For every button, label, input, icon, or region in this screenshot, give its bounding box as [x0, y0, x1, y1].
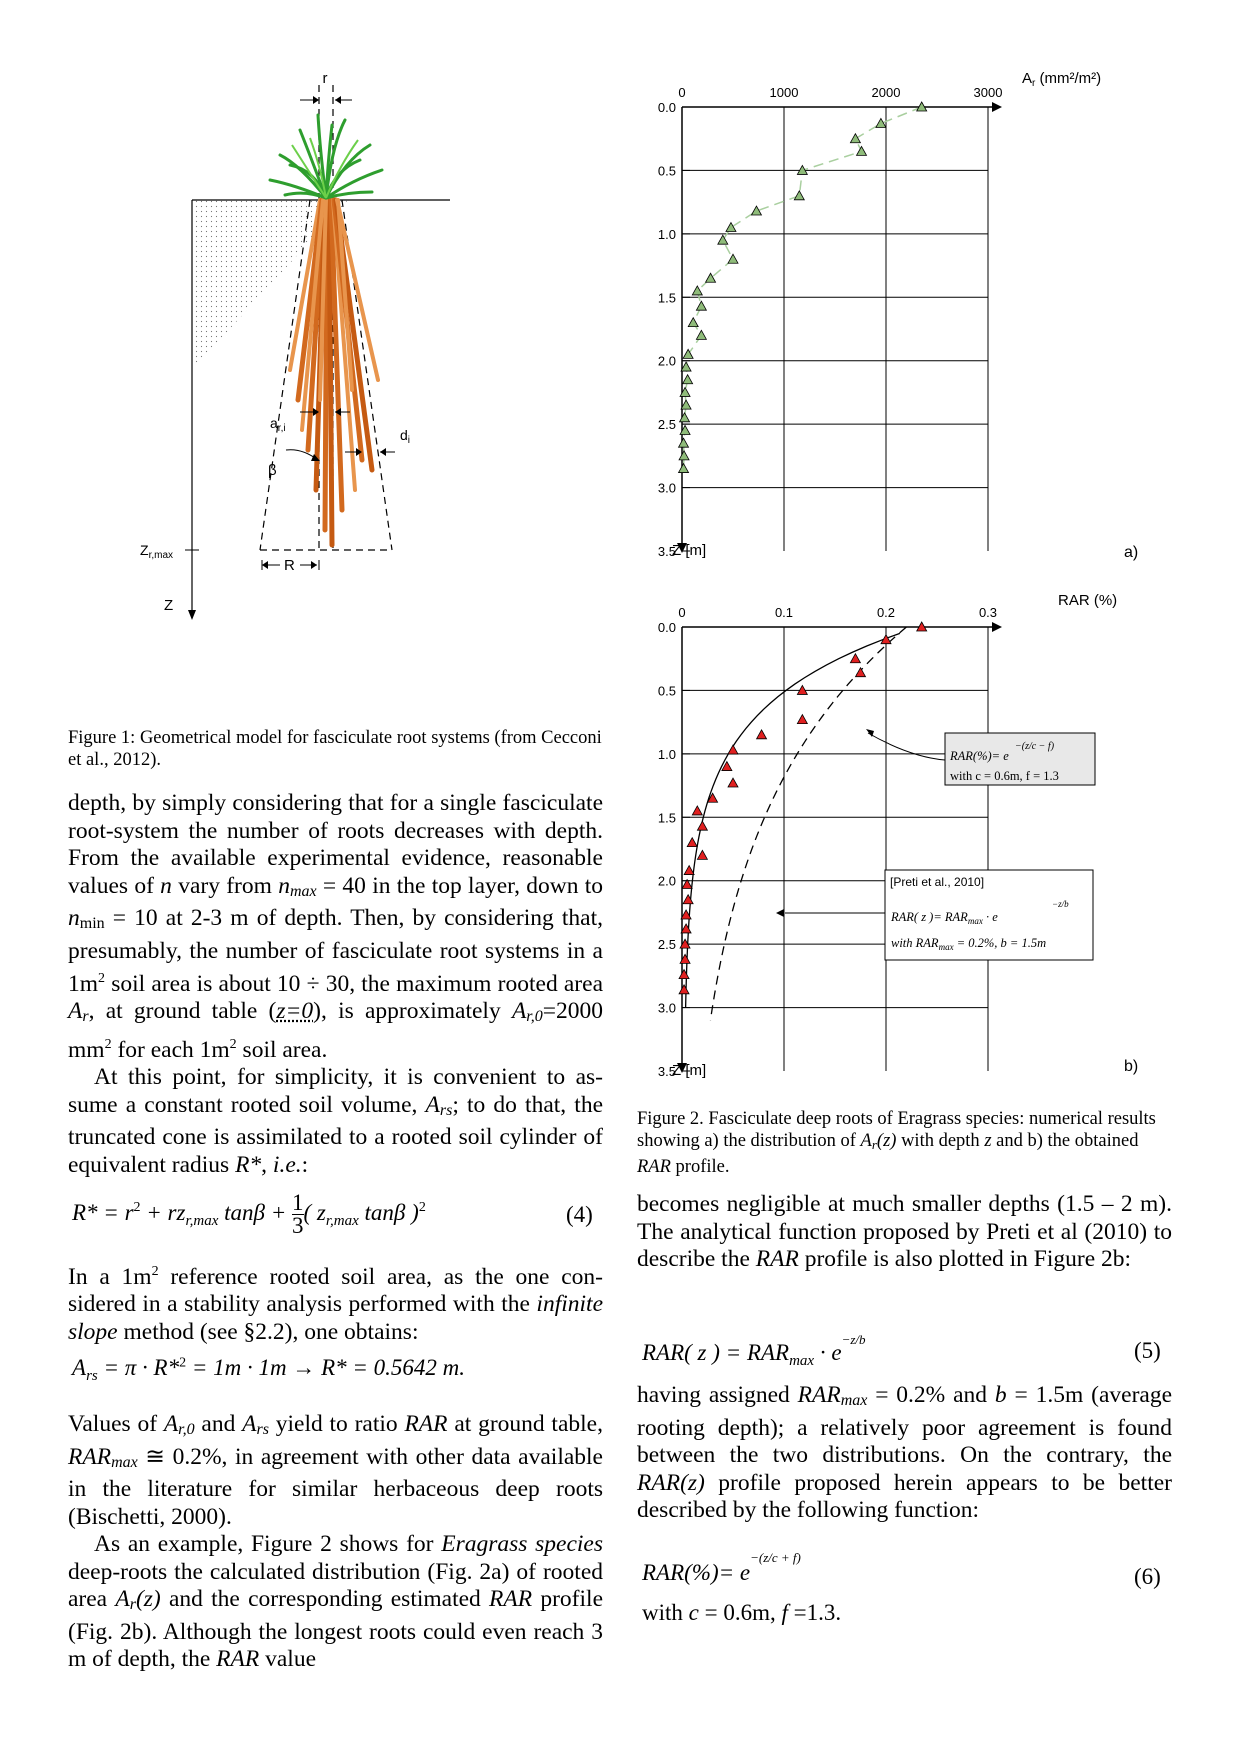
figure-2b-chart — [657, 585, 1200, 1085]
y-tick-label: 3.5 — [657, 544, 676, 559]
data-point — [683, 375, 693, 384]
data-point — [679, 451, 689, 460]
fig1-label-z: Z — [164, 597, 174, 614]
data-point — [684, 866, 694, 875]
data-point — [683, 349, 693, 358]
pointer-arrow — [868, 733, 945, 760]
y-tick-label: 3.0 — [657, 1000, 676, 1016]
x-tick-label: 0.3 — [978, 605, 998, 620]
data-point — [856, 668, 866, 677]
equation-6-number: (6) — [1134, 1564, 1161, 1589]
figure-1-caption: Figure 1: Geometrical model for fasciculate root systems (from Cecconi et al., 2012). — [68, 728, 602, 770]
chart-b-panel-label: b) — [1124, 1058, 1139, 1075]
svg-text:−z/b: −z/b — [1052, 899, 1069, 909]
chart-a-panel-label: a) — [1124, 544, 1139, 561]
data-point — [697, 821, 707, 830]
equation-ars: $A_{rs} = \pi \cdot R*^2 = 1m \cdot 1m \to R* = 0.5642$ m. — [72, 1355, 466, 1384]
y-tick-label: 0.5 — [657, 163, 676, 179]
paragraph-2: At this point, for simplicity, it is convenient to assume a constant rooted soil volume, Ars; to do that, the truncated cone is assimilated to a rooted soil cylinder of equivalent radius R*, i.e.: — [68, 1064, 603, 1178]
data-point — [679, 464, 689, 473]
figure-2a-chart — [657, 65, 1200, 565]
x-tick-label: 2000 — [871, 85, 901, 100]
equation-5-number: (5) — [1134, 1338, 1161, 1363]
y-tick-label: 0.0 — [657, 100, 676, 115]
preti-curve — [710, 627, 906, 1020]
y-tick-label: 1.5 — [657, 290, 676, 306]
data-point — [857, 146, 867, 155]
data-point — [757, 730, 767, 739]
data-point — [687, 838, 697, 847]
data-point — [680, 413, 690, 422]
left-column-lower — [68, 1411, 603, 1674]
y-tick-label: 0.0 — [657, 620, 676, 635]
model-curve — [686, 633, 900, 1007]
right-paragraph-1: becomes negligible at much smaller depths (1.5 – 2 m). The analytical function proposed by Preti et al (2010) to describe the RAR profile is also plotted in Figure 2b: — [637, 1191, 1172, 1272]
data-point — [876, 118, 886, 127]
svg-text:[Preti et al., 2010]: [Preti et al., 2010] — [890, 875, 985, 889]
data-point — [728, 254, 738, 263]
paragraph-4: Values of Ar,0 and Ars yield to ratio RAR at ground table, RARmax ≅ 0.2%, in agreement with other data available in the literature for similar herbaceous deep roots (Bischetti, 2000). — [68, 1411, 603, 1530]
x-tick-label: 0 — [678, 605, 686, 620]
data-point — [679, 438, 689, 447]
data-point — [850, 654, 860, 663]
equation-6-params: with c = 0.6m, f =1.3. — [642, 1600, 842, 1625]
data-point — [728, 745, 738, 754]
data-point — [850, 134, 860, 143]
chart-a-xlabel: $A_r$ (mm²/m²) — [1022, 70, 1102, 89]
data-point — [794, 191, 804, 200]
y-tick-label: 1.0 — [657, 746, 676, 762]
equation-4-number: (4) — [566, 1202, 593, 1227]
x-axis-arrow — [992, 622, 1002, 632]
right-paragraph-2: having assigned RARmax = 0.2% and b = 1.5m (average rooting depth); a relatively poor agreement is found between the two distributions. On the contrary, the RAR(z) profile proposed herein appears to be better described by the following function: — [637, 1382, 1173, 1523]
equation-4: $R* = r^2 + rz_{r,max}$ tanβ + $\frac{1}{3}$ ( $z_{r,max}$ tanβ )$^2$ — [72, 1190, 426, 1238]
fig1-label-r: r — [322, 70, 328, 87]
data-point — [688, 318, 698, 327]
paragraph-5: As an example, Figure 2 shows for Eragrass species deep-roots the calculated distribution (Fig. 2a) of rooted area Ar(z) and the corresponding estimated RAR profile (Fig. 2b). Although the longest roots could even reach 3 m of depth, the RAR value — [68, 1531, 604, 1672]
y-tick-label: 1.0 — [657, 226, 676, 242]
data-point — [692, 806, 702, 815]
pointer-arrowhead — [776, 909, 784, 917]
svg-text:RAR(%)= e: RAR(%)= e — [950, 749, 1009, 763]
y-tick-label: 2.0 — [657, 353, 676, 369]
svg-text:with c = 0.6m, f = 1.3: with c = 0.6m, f = 1.3 — [950, 769, 1059, 783]
data-point — [692, 286, 702, 295]
data-point — [679, 985, 689, 994]
data-point — [683, 895, 693, 904]
equation-6: $RAR(\%)= e^{-(z/c + f)}$ — [642, 1550, 801, 1585]
data-point — [797, 715, 807, 724]
chart-a-ylabel: Z [m] — [672, 542, 707, 559]
y-tick-label: 3.0 — [657, 480, 676, 496]
figure-1-root-model — [120, 70, 520, 690]
svg-text:−(z/c − f): −(z/c − f) — [1015, 741, 1055, 752]
y-tick-label: 2.0 — [657, 873, 676, 889]
chart-b-ylabel: Z [m] — [672, 1062, 707, 1079]
x-axis-arrow — [992, 102, 1002, 112]
left-column — [68, 790, 603, 1179]
paragraph-3: In a $1m^2$ reference rooted soil area, as the one considered in a stability analysis performed with the infinite slope method (see §2.2), one obtains: — [68, 1263, 603, 1345]
data-point — [718, 235, 728, 244]
paragraph-1: depth, by simply considering that for a single fasciculate root-system the number of roots decreases with depth. From the available experimental evidence, reasonable values of n vary from nmax = 40 in the top layer, down to nmin = 10 at 2-3 m of depth. Then, by considering that, presumably, the number of fasciculate root systems in a $1m^2$ soil area is about 10 ÷ 30, the maximum rooted area Ar, at ground table (z=0), is approximately Ar,0=2000 $mm^2$ for each $1m^2$ soil area. — [68, 790, 604, 1063]
svg-text:RAR( z )= RARmax · e: RAR( z )= $RAR_{max} \cdot e$ — [891, 910, 998, 926]
equation-5: RAR( z ) = $RAR_{max} \cdot e^{-z/b}$ — [642, 1332, 866, 1369]
data-point — [679, 970, 689, 979]
y-tick-label: 0.5 — [657, 683, 676, 699]
fig1-label-beta: β — [268, 462, 277, 479]
data-point — [697, 850, 707, 859]
x-tick-label: 1000 — [769, 85, 799, 100]
figure-2-caption: Figure 2. Fasciculate deep roots of Eragrass species: numerical results showing a) the distribution of Ar(z) with depth z and b) the obtained RAR profile. — [637, 1109, 1156, 1177]
y-tick-label: 2.5 — [657, 417, 676, 433]
chart-b-box-model — [945, 733, 1095, 785]
data-point — [696, 301, 706, 310]
x-tick-label: 0 — [678, 85, 686, 100]
y-tick-label: 1.5 — [657, 810, 676, 826]
x-tick-label: 0.1 — [774, 605, 794, 620]
fig1-label-zrmax: $Z_{r,max}$ — [140, 542, 174, 561]
data-point — [696, 330, 706, 339]
y-tick-label: 2.5 — [657, 937, 676, 953]
chart-b-xlabel: RAR (%) — [1058, 592, 1118, 609]
y-tick-label: 3.5 — [657, 1064, 676, 1079]
x-tick-label: 0.2 — [876, 605, 896, 620]
svg-text:with RARmax = 0.2%, b = 1.5m: with $RAR_{max} = 0.2\%$, b = 1.5m — [891, 936, 1047, 952]
fig1-label-ari: $a_{r,i}$ — [270, 415, 286, 434]
data-point — [726, 223, 736, 232]
chart-b-box-preti — [885, 870, 1093, 960]
fig1-label-R: R — [284, 557, 295, 574]
fig1-label-di: $d_i$ — [400, 427, 411, 446]
data-point — [728, 778, 738, 787]
x-tick-label: 3000 — [973, 85, 1003, 100]
